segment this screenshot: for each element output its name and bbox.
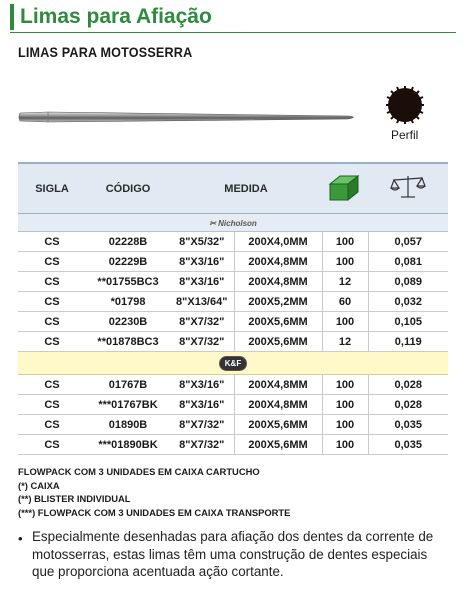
footnote-line: (***) FLOWPACK COM 3 UNIDADES EM CAIXA TRANSPORTE [18, 506, 291, 518]
table-row [18, 252, 448, 272]
round-profile-icon [385, 85, 425, 125]
cell-codigo: 01890B [86, 415, 170, 435]
table-row [18, 272, 448, 292]
section-subtitle: LIMAS PARA MOTOSSERRA [18, 44, 193, 60]
profile-label: Perfil [391, 128, 419, 142]
cell-peso: 0,081 [368, 252, 448, 272]
footnote-line: (**) BLISTER INDIVIDUAL [18, 493, 131, 504]
cell-peso: 0,105 [368, 312, 448, 332]
cell-sigla: CS [18, 252, 86, 272]
table-row [18, 415, 448, 435]
round-file-icon [18, 108, 360, 126]
title-bar [10, 4, 212, 30]
cell-peso: 0,089 [368, 272, 448, 292]
cell-medida: 8"X3/16" [170, 395, 234, 415]
cell-qty: 100 [322, 252, 368, 272]
cell-mm: 200X5,6MM [234, 312, 322, 332]
brand-row-nicholson [18, 214, 448, 232]
cell-mm: 200X5,6MM [234, 332, 322, 352]
table-row [18, 232, 448, 252]
cell-peso: 0,057 [368, 232, 448, 252]
cell-codigo: 01767B [86, 375, 170, 395]
cell-qty: 100 [322, 312, 368, 332]
cell-codigo: ***01890BK [86, 435, 170, 455]
cell-codigo: 02228B [86, 232, 170, 252]
cell-qty: 100 [322, 435, 368, 455]
cell-peso: 0,035 [368, 435, 448, 455]
title-underline [10, 32, 456, 33]
box-icon [328, 172, 362, 202]
nicholson-logo: ✂ Nicholson [209, 218, 257, 228]
cell-qty: 100 [322, 415, 368, 435]
cell-sigla: CS [18, 395, 86, 415]
cell-peso: 0,028 [368, 375, 448, 395]
cell-codigo: 02229B [86, 252, 170, 272]
col-weight [368, 163, 448, 214]
cell-sigla: CS [18, 232, 86, 252]
cell-sigla: CS [18, 272, 86, 292]
cell-medida: 8"X7/32" [170, 312, 234, 332]
cell-mm: 200X4,8MM [234, 395, 322, 415]
cell-peso: 0,032 [368, 292, 448, 312]
cell-mm: 200X4,0MM [234, 232, 322, 252]
cell-mm: 200X4,8MM [234, 272, 322, 292]
cell-medida: 8"X3/16" [170, 375, 234, 395]
cell-mm: 200X5,2MM [234, 292, 322, 312]
description-text: Especialmente desenhadas para afiação dos dentes da corrente de motosserras, estas limas têm uma construção de dentes especiais que proporciona acentuada ação cortante. [32, 529, 434, 580]
col-codigo: CÓDIGO [86, 163, 170, 214]
cell-codigo: **01878BC3 [86, 332, 170, 352]
cell-codigo: **01755BC3 [86, 272, 170, 292]
cell-qty: 100 [322, 375, 368, 395]
cell-medida: 8"X7/32" [170, 415, 234, 435]
table-header-row [18, 163, 448, 214]
cell-medida: 8"X7/32" [170, 435, 234, 455]
cell-qty: 12 [322, 272, 368, 292]
table-row [18, 332, 448, 352]
cell-peso: 0,119 [368, 332, 448, 352]
cell-sigla: CS [18, 415, 86, 435]
cell-codigo: ***01767BK [86, 395, 170, 415]
cell-peso: 0,028 [368, 395, 448, 415]
cell-medida: 8"X13/64" [170, 292, 234, 312]
cell-medida: 8"X3/16" [170, 252, 234, 272]
footnote-line: FLOWPACK COM 3 UNIDADES EM CAIXA CARTUCHO [18, 466, 260, 477]
cell-qty: 100 [322, 395, 368, 415]
cell-mm: 200X4,8MM [234, 375, 322, 395]
col-qty [322, 163, 368, 214]
col-sigla: SIGLA [18, 163, 86, 214]
col-medida: MEDIDA [170, 163, 322, 214]
table-row [18, 395, 448, 415]
page-title: Limas para Afiação [20, 5, 212, 28]
cell-mm: 200X5,6MM [234, 415, 322, 435]
cell-codigo: *01798 [86, 292, 170, 312]
balance-scale-icon [390, 173, 426, 201]
cell-codigo: 02230B [86, 312, 170, 332]
cell-qty: 12 [322, 332, 368, 352]
cell-sigla: CS [18, 435, 86, 455]
cell-mm: 200X5,6MM [234, 435, 322, 455]
footnote-line: (*) CAIXA [18, 479, 60, 491]
cell-medida: 8"X3/16" [170, 272, 234, 292]
cell-qty: 60 [322, 292, 368, 312]
cell-sigla: CS [18, 292, 86, 312]
cell-medida: 8"X7/32" [170, 332, 234, 352]
bullet-dot-icon: • [18, 531, 23, 546]
table-row [18, 312, 448, 332]
cell-mm: 200X4,8MM [234, 252, 322, 272]
cell-sigla: CS [18, 375, 86, 395]
table-row [18, 292, 448, 312]
cell-sigla: CS [18, 312, 86, 332]
product-table [18, 162, 448, 455]
table-row [18, 435, 448, 455]
brand-row-kf [18, 352, 448, 375]
cell-peso: 0,035 [368, 415, 448, 435]
cell-medida: 8"X5/32" [170, 232, 234, 252]
cell-sigla: CS [18, 332, 86, 352]
cell-qty: 100 [322, 232, 368, 252]
table-row [18, 375, 448, 395]
footnotes [18, 465, 290, 519]
kf-logo: K&F [219, 356, 247, 371]
